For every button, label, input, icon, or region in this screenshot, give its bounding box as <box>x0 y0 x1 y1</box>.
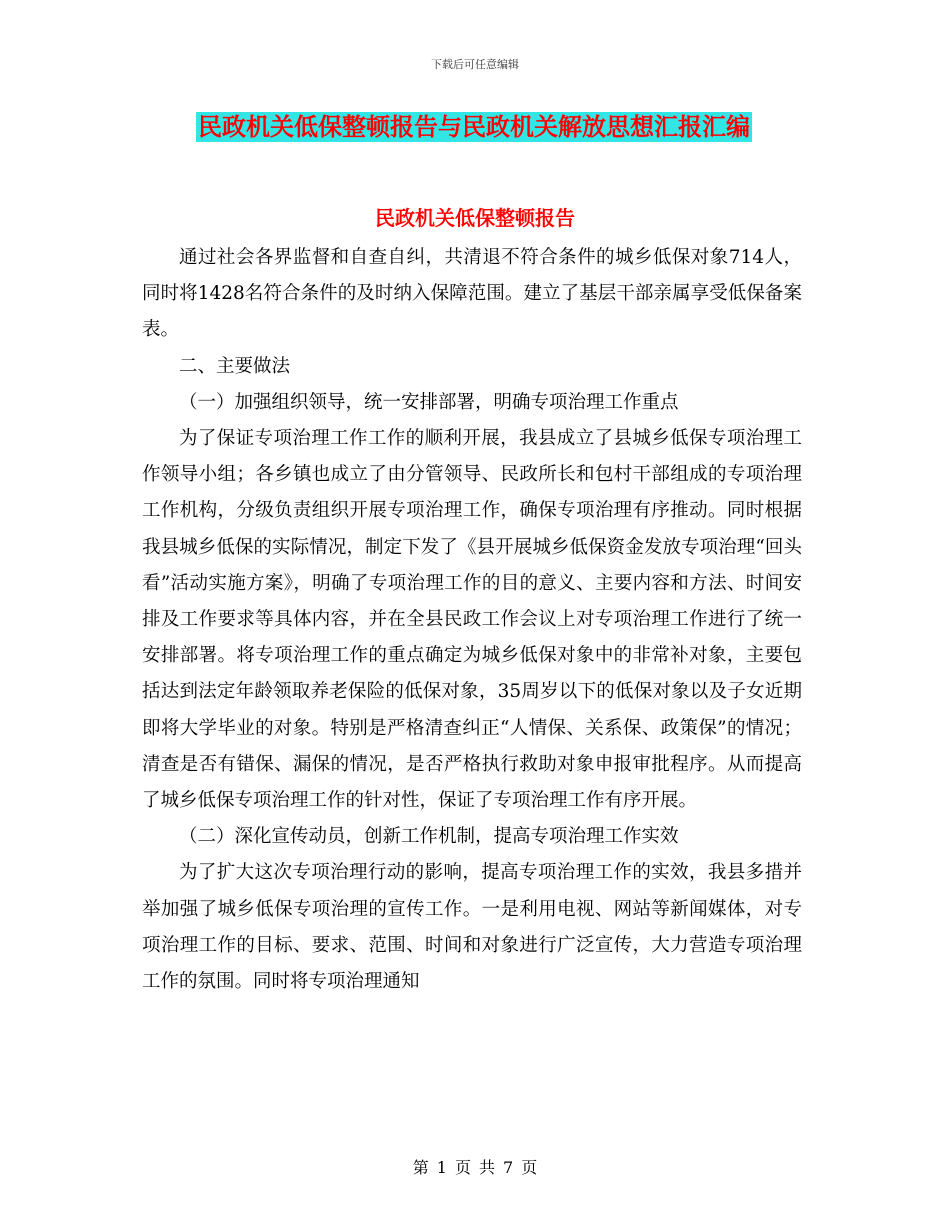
document-body <box>142 240 802 1000</box>
total-page-count: 7 <box>503 1158 514 1177</box>
paragraph: 二、主要做法 <box>179 355 291 377</box>
section-title: 民政机关低保整顿报告 <box>375 206 575 230</box>
footer-suffix: 页 <box>521 1158 538 1177</box>
paragraph: 为了保证专项治理工作工作的顺利开展，我县成立了县城乡低保专项治理工作领导小组；各乡镇也成立了由分管领导、民政所长和包村干部组成的专项治理工作机构，分级负责组织开展专项治理工作，确保专项治理有序推动。同时根据我县城乡低保的实际情况，制定下发了《县开展城乡低保资金发放专项治理“回头看”活动实施方案》，明确了专项治理工作的目的意义、主要内容和方法、时间安排及工作要求等具体内容，并在全县民政工作会议上对专项治理工作进行了统一安排部署。将专项治理工作的重点确定为城乡低保对象中的非常补对象，主要包括达到法定年龄领取养老保险的低保对象，35周岁以下的低保对象以及子女近期即将大学毕业的对象。特别是严格清查纠正“人情保、关系保、政策保”的情况；清查是否有错保、漏保的情况，是否严格执行救助对象申报审批程序。从而提高了城乡低保专项治理工作的针对性，保证了专项治理工作有序开展。 <box>142 428 802 812</box>
paragraph: （二）深化宣传动员，创新工作机制，提高专项治理工作实效 <box>179 826 679 848</box>
document-title: 民政机关低保整顿报告与民政机关解放思想汇报汇编 <box>198 112 750 141</box>
paragraph: 通过社会各界监督和自查自纠，共清退不符合条件的城乡低保对象714人，同时将1428名符合条件的及时纳入保障范围。建立了基层干部亲属享受低保备案表。 <box>142 247 802 341</box>
footer-total-label: 共 <box>479 1158 496 1177</box>
current-page-number: 1 <box>436 1158 447 1177</box>
page-number-footer <box>0 1155 950 1178</box>
footer-prefix: 第 <box>412 1158 429 1177</box>
header-note: 下载后可任意编辑 <box>431 58 519 71</box>
paragraph: （一）加强组织领导，统一安排部署，明确专项治理工作重点 <box>179 391 679 413</box>
footer-middle: 页 <box>454 1158 471 1177</box>
paragraph: 为了扩大这次专项治理行动的影响，提高专项治理工作的实效，我县多措并举加强了城乡低保专项治理的宣传工作。一是利用电视、网站等新闻媒体，对专项治理工作的目标、要求、范围、时间和对象进行广泛宣传，大力营造专项治理工作的氛围。同时将专项治理通知 <box>142 862 802 993</box>
